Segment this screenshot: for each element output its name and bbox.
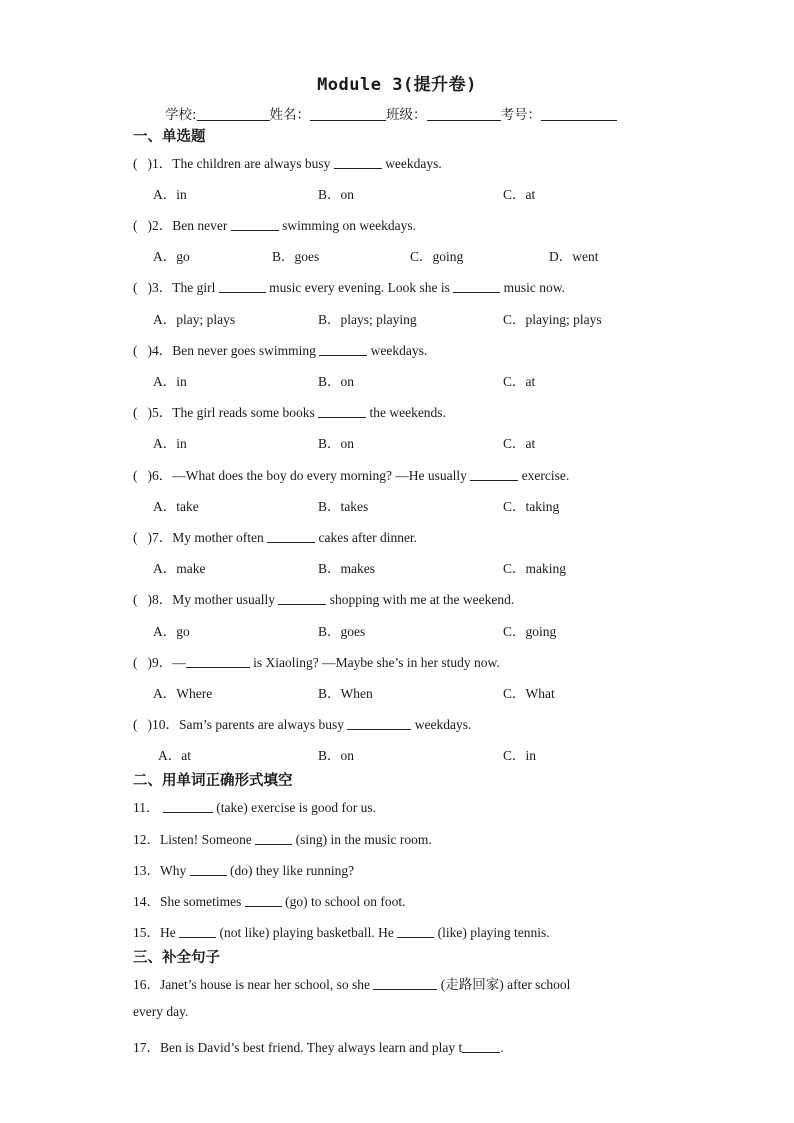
option-a[interactable]: A．take <box>153 499 199 514</box>
question-text-tail: . <box>500 1040 504 1055</box>
question-text-tail: the weekends. <box>369 405 446 420</box>
option-c[interactable]: C．taking <box>503 499 560 514</box>
option-b[interactable]: B．When <box>318 686 373 701</box>
option-a[interactable]: A．go <box>153 624 190 639</box>
question-text-tail: weekdays. <box>414 717 472 732</box>
option-c[interactable]: C．What <box>503 686 555 701</box>
question-text: 15．He <box>133 925 176 940</box>
answer-paren: ( <box>133 156 138 171</box>
school-field[interactable] <box>197 107 270 121</box>
complete-question-16 <box>133 973 570 993</box>
answer-blank[interactable] <box>470 468 518 481</box>
option-b[interactable]: B．on <box>318 187 355 202</box>
answer-paren: ( <box>133 592 138 607</box>
answer-paren: ( <box>133 468 138 483</box>
section-heading-1: 一、单选题 <box>133 129 206 145</box>
answer-blank[interactable] <box>190 863 227 876</box>
option-a[interactable]: A．in <box>153 436 187 451</box>
answer-paren: ( <box>133 218 138 233</box>
option-b[interactable]: B．makes <box>318 561 375 576</box>
fill-question-12 <box>133 828 432 848</box>
answer-blank[interactable] <box>462 1040 500 1053</box>
question-text-tail: (take) exercise is good for us. <box>216 800 376 815</box>
question-text: )3．The girl <box>147 280 216 295</box>
answer-blank[interactable] <box>334 156 382 169</box>
answer-paren: ( <box>133 717 138 732</box>
question-text-tail: (走路回家) after school <box>440 977 571 992</box>
answer-blank[interactable] <box>231 218 279 231</box>
name-label: 姓名： <box>269 107 311 123</box>
answer-blank[interactable] <box>163 800 213 813</box>
option-b[interactable]: B．takes <box>318 499 369 514</box>
name-field[interactable] <box>310 107 386 121</box>
question-text-mid: (not like) playing basketball. He <box>219 925 394 940</box>
answer-blank[interactable] <box>186 655 250 668</box>
mc-question-7 <box>133 526 417 546</box>
question-text: )5．The girl reads some books <box>147 405 315 420</box>
answer-blank[interactable] <box>373 977 437 990</box>
question-text: 14．She sometimes <box>133 894 242 909</box>
question-text: )4．Ben never goes swimming <box>147 343 316 358</box>
option-a[interactable]: A．in <box>153 187 187 202</box>
answer-blank[interactable] <box>267 530 315 543</box>
question-text: )2．Ben never <box>147 218 228 233</box>
answer-paren: ( <box>133 343 138 358</box>
answer-blank[interactable] <box>319 343 367 356</box>
question-text-tail: music now. <box>503 280 565 295</box>
option-c[interactable]: C．going <box>503 624 557 639</box>
question-text: )10．Sam’s parents are always busy <box>147 717 344 732</box>
fill-question-11 <box>133 796 376 816</box>
option-d[interactable]: D．went <box>549 249 599 264</box>
answer-paren: ( <box>133 280 138 295</box>
student-info-row <box>165 103 617 123</box>
mc-question-10 <box>133 713 471 733</box>
question-text: 13．Why <box>133 863 187 878</box>
option-b[interactable]: B．on <box>318 374 355 389</box>
option-c[interactable]: C．making <box>503 561 566 576</box>
answer-blank-1[interactable] <box>219 280 266 293</box>
question-text-tail: cakes after dinner. <box>318 530 418 545</box>
question-text: 11． <box>133 800 160 815</box>
answer-blank[interactable] <box>278 592 326 605</box>
answer-blank[interactable] <box>255 832 292 845</box>
mc-question-1 <box>133 152 442 172</box>
answer-paren: ( <box>133 405 138 420</box>
option-a[interactable]: A．at <box>158 748 191 763</box>
answer-blank-2[interactable] <box>453 280 500 293</box>
section-heading-3: 三、补全句子 <box>133 950 220 966</box>
mc-question-5 <box>133 401 446 421</box>
answer-blank-2[interactable] <box>397 925 434 938</box>
question-text: )7．My mother often <box>147 530 264 545</box>
section-heading-2: 二、用单词正确形式填空 <box>133 773 293 789</box>
class-field[interactable] <box>427 107 501 121</box>
option-c[interactable]: C．at <box>503 374 536 389</box>
option-c[interactable]: C．in <box>503 748 537 763</box>
mc-question-8 <box>133 588 514 608</box>
question-text-tail: (like) playing tennis. <box>437 925 550 940</box>
mc-question-3 <box>133 276 565 296</box>
question-text-tail: (do) they like running? <box>230 863 355 878</box>
question-text-mid: music every evening. Look she is <box>269 280 450 295</box>
question-text: 12．Listen! Someone <box>133 832 252 847</box>
answer-blank-1[interactable] <box>179 925 216 938</box>
question-text: 16．Janet’s house is near her school, so she <box>133 977 370 992</box>
number-field[interactable] <box>541 107 617 121</box>
question-text-tail: (sing) in the music room. <box>295 832 432 847</box>
question-text: )6．—What does the boy do every morning? —He usually <box>147 468 467 483</box>
mc-question-4 <box>133 339 427 359</box>
option-a[interactable]: A．make <box>153 561 206 576</box>
option-b[interactable]: B．goes <box>318 624 366 639</box>
option-c[interactable]: C．going <box>410 249 464 264</box>
fill-question-13 <box>133 859 354 879</box>
fill-question-15 <box>133 921 550 941</box>
class-label: 班级： <box>386 107 427 123</box>
answer-paren: ( <box>133 530 138 545</box>
answer-blank[interactable] <box>318 405 366 418</box>
question-text-tail: (go) to school on foot. <box>285 894 406 909</box>
question-text-tail: weekdays. <box>370 343 428 358</box>
school-label: 学校: <box>165 107 197 123</box>
question-text: )9．— <box>147 655 186 670</box>
question-text: )1．The children are always busy <box>147 156 331 171</box>
mc-question-9 <box>133 651 500 671</box>
mc-question-6 <box>133 464 569 484</box>
fill-question-14 <box>133 890 406 910</box>
option-b[interactable]: B．on <box>318 748 355 763</box>
option-b[interactable]: B．plays; playing <box>318 312 417 327</box>
option-c[interactable]: C．at <box>503 436 536 451</box>
number-label: 考号： <box>500 107 542 123</box>
option-a[interactable]: A．play; plays <box>153 312 236 327</box>
option-a[interactable]: A．go <box>153 249 190 264</box>
option-c[interactable]: C．playing; plays <box>503 312 602 327</box>
question-text-tail: swimming on weekdays. <box>282 218 416 233</box>
question-text: )8．My mother usually <box>147 592 275 607</box>
question-text-tail: exercise. <box>521 468 570 483</box>
complete-question-16-line2: every day. <box>133 1004 189 1019</box>
complete-question-17 <box>133 1036 504 1056</box>
question-text-tail: weekdays. <box>385 156 442 171</box>
question-text-tail: shopping with me at the weekend. <box>329 592 515 607</box>
question-text: 17．Ben is David’s best friend. They always learn and play t <box>133 1040 463 1055</box>
option-c[interactable]: C．at <box>503 187 536 202</box>
answer-paren: ( <box>133 655 138 670</box>
answer-blank[interactable] <box>347 717 411 730</box>
page-title: Module 3(提升卷) <box>317 75 477 95</box>
mc-question-2 <box>133 214 416 234</box>
question-text-tail: is Xiaoling? —Maybe she’s in her study now. <box>253 655 500 670</box>
option-b[interactable]: B．goes <box>272 249 320 264</box>
option-a[interactable]: A．Where <box>153 686 213 701</box>
answer-blank[interactable] <box>245 894 282 907</box>
option-b[interactable]: B．on <box>318 436 355 451</box>
option-a[interactable]: A．in <box>153 374 187 389</box>
